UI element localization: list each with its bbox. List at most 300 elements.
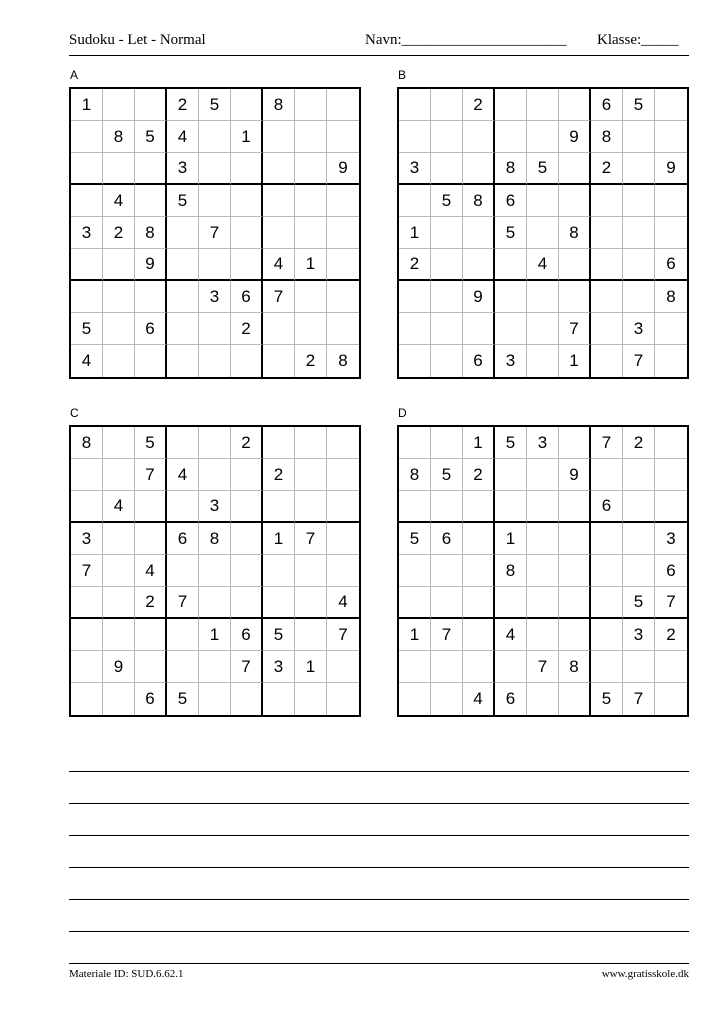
sudoku-cell [103, 523, 135, 555]
sudoku-cell [71, 491, 103, 523]
sudoku-cell [263, 555, 295, 587]
puzzle-label-a: A [70, 68, 79, 82]
sudoku-cell: 8 [655, 281, 687, 313]
sudoku-cell: 2 [399, 249, 431, 281]
sudoku-cell: 3 [623, 313, 655, 345]
sudoku-cell: 3 [527, 427, 559, 459]
sudoku-cell [655, 459, 687, 491]
sudoku-cell [135, 185, 167, 217]
sudoku-cell [263, 345, 295, 377]
sudoku-cell [623, 523, 655, 555]
sudoku-cell: 5 [71, 313, 103, 345]
sudoku-cell: 8 [71, 427, 103, 459]
sudoku-cell [295, 185, 327, 217]
sudoku-cell: 5 [167, 185, 199, 217]
writing-line [69, 931, 689, 932]
page-footer [69, 968, 689, 982]
sudoku-cell [231, 587, 263, 619]
sudoku-cell [231, 491, 263, 523]
sudoku-cell [327, 217, 359, 249]
sudoku-cell: 2 [591, 153, 623, 185]
sudoku-cell [103, 683, 135, 715]
sudoku-cell [399, 555, 431, 587]
puzzle-label-b: B [398, 68, 407, 82]
sudoku-cell [167, 555, 199, 587]
sudoku-cell: 3 [199, 491, 231, 523]
sudoku-cell: 2 [295, 345, 327, 377]
sudoku-cell: 2 [463, 89, 495, 121]
sudoku-cell [463, 587, 495, 619]
sudoku-cell [463, 121, 495, 153]
sudoku-cell: 4 [135, 555, 167, 587]
sudoku-cell [399, 683, 431, 715]
sudoku-cell [295, 555, 327, 587]
sudoku-cell: 1 [295, 249, 327, 281]
sudoku-cell: 5 [495, 217, 527, 249]
sudoku-cell: 8 [338, 351, 348, 370]
sudoku-cell [431, 249, 463, 281]
sudoku-cell [295, 619, 327, 651]
sudoku-cell [231, 153, 263, 185]
sudoku-cell [431, 153, 463, 185]
sudoku-cell [295, 281, 327, 313]
sudoku-cell [327, 555, 359, 587]
sudoku-cell: 5 [495, 427, 527, 459]
sudoku-cell [167, 281, 199, 313]
sudoku-cell: 2 [655, 619, 687, 651]
sudoku-cell [135, 153, 167, 185]
sudoku-cell: 3 [495, 345, 527, 377]
sudoku-cell [559, 619, 591, 651]
sudoku-cell [559, 491, 591, 523]
footer-divider [69, 963, 689, 964]
sudoku-cell [231, 89, 263, 121]
sudoku-cell: 3 [71, 217, 103, 249]
sudoku-cell [527, 491, 559, 523]
sudoku-cell: 5 [623, 89, 655, 121]
sudoku-cell [135, 523, 167, 555]
sudoku-cell [327, 121, 359, 153]
sudoku-cell [199, 313, 231, 345]
sudoku-cell: 2 [231, 427, 263, 459]
sudoku-cell: 4 [167, 121, 199, 153]
sudoku-cell [495, 89, 527, 121]
sudoku-cell [231, 217, 263, 249]
sudoku-cell: 5 [135, 121, 167, 153]
sudoku-cell [327, 281, 359, 313]
sudoku-grid [69, 425, 361, 717]
sudoku-cell: 3 [623, 619, 655, 651]
sudoku-cell [591, 555, 623, 587]
sudoku-cell [327, 459, 359, 491]
sudoku-cell [591, 217, 623, 249]
sudoku-cell [591, 587, 623, 619]
sudoku-cell [399, 185, 431, 217]
sudoku-cell: 7 [527, 651, 559, 683]
sudoku-cell [71, 153, 103, 185]
sudoku-cell [431, 281, 463, 313]
sudoku-cell [263, 427, 295, 459]
sudoku-cell [71, 249, 103, 281]
sudoku-grid [397, 425, 689, 717]
sudoku-cell [327, 89, 359, 121]
sudoku-cell: 9 [559, 459, 591, 491]
sudoku-cell [103, 313, 135, 345]
sudoku-cell [167, 249, 199, 281]
sudoku-cell [495, 121, 527, 153]
sudoku-cell [327, 683, 359, 715]
sudoku-cell: 5 [527, 153, 559, 185]
sudoku-cell: 8 [263, 89, 295, 121]
sudoku-cell [103, 345, 135, 377]
sudoku-cell [591, 345, 623, 377]
sudoku-cell [655, 313, 687, 345]
sudoku-cell [623, 459, 655, 491]
sudoku-cell [431, 683, 463, 715]
sudoku-cell [399, 89, 431, 121]
sudoku-cell [527, 89, 559, 121]
sudoku-cell [167, 313, 199, 345]
sudoku-cell [103, 249, 135, 281]
sudoku-cell: 1 [263, 523, 295, 555]
sudoku-cell [559, 427, 591, 459]
sudoku-cell [103, 89, 135, 121]
sudoku-cell [263, 683, 295, 715]
sudoku-cell: 8 [591, 121, 623, 153]
sudoku-cell: 7 [623, 683, 655, 715]
puzzle-label-c: C [70, 406, 79, 420]
sudoku-cell: 1 [559, 345, 591, 377]
writing-line [69, 803, 689, 804]
sudoku-cell [559, 89, 591, 121]
sudoku-cell [399, 281, 431, 313]
sudoku-cell: 6 [495, 185, 527, 217]
sudoku-cell [263, 313, 295, 345]
sudoku-cell: 1 [399, 217, 431, 249]
sudoku-cell: 4 [463, 683, 495, 715]
sudoku-cell [591, 249, 623, 281]
sudoku-cell [231, 555, 263, 587]
sudoku-cell [559, 249, 591, 281]
sudoku-cell [295, 683, 327, 715]
sudoku-cell [167, 619, 199, 651]
sudoku-cell: 5 [591, 683, 623, 715]
sudoku-cell: 1 [199, 619, 231, 651]
sudoku-cell: 2 [103, 217, 135, 249]
sudoku-cell [559, 523, 591, 555]
sudoku-cell [71, 587, 103, 619]
sudoku-puzzle-b [397, 87, 689, 379]
sudoku-cell [135, 345, 167, 377]
sudoku-cell [327, 313, 359, 345]
sudoku-cell: 8 [103, 121, 135, 153]
sudoku-cell: 7 [263, 281, 295, 313]
sudoku-cell [431, 121, 463, 153]
sudoku-cell [167, 345, 199, 377]
sudoku-cell [527, 121, 559, 153]
sudoku-cell [327, 651, 359, 683]
sudoku-cell [263, 587, 295, 619]
sudoku-cell [527, 619, 559, 651]
sudoku-cell: 7 [199, 217, 231, 249]
sudoku-cell [167, 651, 199, 683]
sudoku-cell [527, 185, 559, 217]
sudoku-cell [263, 121, 295, 153]
sudoku-cell [431, 345, 463, 377]
sudoku-cell [263, 217, 295, 249]
sudoku-cell [327, 523, 359, 555]
sudoku-grid [69, 87, 361, 379]
sudoku-cell [199, 185, 231, 217]
sudoku-cell [103, 153, 135, 185]
sudoku-cell [495, 651, 527, 683]
sudoku-cell: 6 [431, 523, 463, 555]
sudoku-cell [463, 217, 495, 249]
sudoku-cell [199, 555, 231, 587]
sudoku-cell [135, 651, 167, 683]
sudoku-cell [71, 651, 103, 683]
sudoku-grid [397, 87, 689, 379]
sudoku-cell [71, 619, 103, 651]
sudoku-cell [399, 345, 431, 377]
sudoku-cell [559, 587, 591, 619]
sudoku-cell [655, 345, 687, 377]
sudoku-cell: 8 [559, 217, 591, 249]
sudoku-cell: 4 [103, 491, 135, 523]
sudoku-cell [559, 683, 591, 715]
sudoku-cell [495, 491, 527, 523]
sudoku-cell [167, 427, 199, 459]
sudoku-cell [295, 587, 327, 619]
sudoku-cell [431, 427, 463, 459]
sudoku-cell: 7 [135, 459, 167, 491]
sudoku-cell [495, 249, 527, 281]
sudoku-cell [199, 121, 231, 153]
sudoku-cell: 4 [167, 459, 199, 491]
sudoku-cell [623, 121, 655, 153]
sudoku-cell: 4 [103, 185, 135, 217]
sudoku-cell: 7 [655, 587, 687, 619]
sudoku-cell: 5 [135, 427, 167, 459]
sudoku-cell: 3 [399, 153, 431, 185]
sudoku-cell: 3 [655, 523, 687, 555]
sudoku-cell [463, 313, 495, 345]
sudoku-cell [135, 491, 167, 523]
sudoku-cell [591, 523, 623, 555]
sudoku-cell [527, 587, 559, 619]
sudoku-cell [463, 491, 495, 523]
sudoku-cell [623, 651, 655, 683]
sudoku-cell [623, 249, 655, 281]
sudoku-cell: 5 [263, 619, 295, 651]
sudoku-cell: 9 [463, 281, 495, 313]
sudoku-puzzle-d [397, 425, 689, 717]
sudoku-cell [103, 619, 135, 651]
sudoku-cell: 3 [71, 523, 103, 555]
sudoku-cell [263, 185, 295, 217]
sudoku-cell [199, 427, 231, 459]
sudoku-cell [527, 523, 559, 555]
sudoku-cell: 3 [167, 153, 199, 185]
sudoku-cell [655, 217, 687, 249]
sudoku-cell: 8 [495, 153, 527, 185]
sudoku-cell [295, 491, 327, 523]
sudoku-cell: 3 [199, 281, 231, 313]
sudoku-cell: 2 [263, 459, 295, 491]
sudoku-cell [199, 459, 231, 491]
sudoku-cell [135, 281, 167, 313]
sudoku-cell: 6 [135, 683, 167, 715]
sudoku-cell [591, 459, 623, 491]
sudoku-cell [135, 619, 167, 651]
sudoku-cell: 6 [591, 491, 623, 523]
sudoku-cell [231, 523, 263, 555]
sudoku-cell: 5 [399, 523, 431, 555]
sudoku-cell: 7 [231, 651, 263, 683]
sudoku-cell [623, 217, 655, 249]
sudoku-cell: 8 [199, 523, 231, 555]
sudoku-cell [399, 587, 431, 619]
sudoku-cell [623, 281, 655, 313]
sudoku-cell: 5 [199, 89, 231, 121]
sudoku-cell: 3 [263, 651, 295, 683]
sudoku-cell: 5 [431, 459, 463, 491]
sudoku-cell [591, 651, 623, 683]
writing-line [69, 771, 689, 772]
sudoku-cell [199, 345, 231, 377]
sudoku-cell [655, 683, 687, 715]
sudoku-cell [463, 153, 495, 185]
sudoku-cell [655, 121, 687, 153]
sudoku-cell: 7 [623, 345, 655, 377]
sudoku-cell: 6 [655, 249, 687, 281]
sudoku-cell [327, 185, 359, 217]
sudoku-cell [591, 281, 623, 313]
sudoku-cell [655, 427, 687, 459]
sudoku-cell [463, 619, 495, 651]
sudoku-cell: 7 [591, 427, 623, 459]
sudoku-cell [527, 281, 559, 313]
sudoku-cell: 1 [71, 89, 103, 121]
writing-line [69, 899, 689, 900]
sudoku-cell: 4 [527, 249, 559, 281]
sudoku-cell: 7 [295, 523, 327, 555]
sudoku-cell [559, 281, 591, 313]
sudoku-cell [103, 555, 135, 587]
class-field: Klasse:_____ [597, 32, 679, 48]
sudoku-cell [559, 153, 591, 185]
sudoku-cell: 1 [295, 651, 327, 683]
sudoku-cell: 2 [231, 313, 263, 345]
sudoku-cell: 6 [231, 619, 263, 651]
sudoku-cell: 1 [399, 619, 431, 651]
sudoku-cell [327, 491, 359, 523]
sudoku-cell [591, 185, 623, 217]
sudoku-cell: 7 [71, 555, 103, 587]
sudoku-cell [623, 491, 655, 523]
material-id: Materiale ID: SUD.6.62.1 [69, 968, 184, 980]
sudoku-cell: 4 [327, 587, 359, 619]
sudoku-cell [231, 345, 263, 377]
sudoku-cell [295, 89, 327, 121]
sudoku-cell [135, 89, 167, 121]
sudoku-cell [231, 683, 263, 715]
page-header [69, 32, 689, 54]
sudoku-cell [623, 185, 655, 217]
sudoku-cell [431, 89, 463, 121]
sudoku-cell: 5 [623, 587, 655, 619]
sudoku-cell [431, 313, 463, 345]
sudoku-cell: 1 [231, 121, 263, 153]
sudoku-cell [199, 153, 231, 185]
sudoku-cell: 4 [495, 619, 527, 651]
sudoku-cell: 8 [463, 185, 495, 217]
sudoku-cell: 6 [231, 281, 263, 313]
sudoku-cell [495, 459, 527, 491]
writing-line [69, 835, 689, 836]
sudoku-cell [655, 185, 687, 217]
sudoku-cell [295, 121, 327, 153]
header-divider [69, 55, 689, 56]
sudoku-cell [399, 491, 431, 523]
sudoku-puzzle-c [69, 425, 361, 717]
sudoku-cell [167, 491, 199, 523]
sudoku-cell: 1 [463, 427, 495, 459]
sudoku-cell [559, 185, 591, 217]
sudoku-cell [399, 651, 431, 683]
sudoku-cell [103, 587, 135, 619]
sudoku-cell [463, 249, 495, 281]
sudoku-cell: 4 [263, 249, 295, 281]
sudoku-cell [527, 217, 559, 249]
sudoku-cell [71, 459, 103, 491]
sudoku-cell [231, 459, 263, 491]
sudoku-cell: 2 [463, 459, 495, 491]
sudoku-cell: 9 [103, 651, 135, 683]
sudoku-cell [463, 555, 495, 587]
sudoku-cell [295, 217, 327, 249]
website-url: www.gratisskole.dk [601, 968, 689, 980]
sudoku-cell [463, 651, 495, 683]
name-field: Navn:______________________ [365, 32, 567, 48]
sudoku-cell: 7 [167, 587, 199, 619]
sudoku-cell [199, 587, 231, 619]
sudoku-puzzle-a [69, 87, 361, 379]
sudoku-cell [431, 651, 463, 683]
sudoku-cell: 8 [399, 459, 431, 491]
sudoku-cell [527, 555, 559, 587]
sudoku-cell [199, 651, 231, 683]
sudoku-cell [399, 313, 431, 345]
sudoku-cell [495, 281, 527, 313]
sudoku-cell: 7 [431, 619, 463, 651]
sudoku-cell [655, 491, 687, 523]
sudoku-cell [103, 459, 135, 491]
sudoku-cell: 4 [71, 345, 103, 377]
sudoku-cell: 5 [431, 185, 463, 217]
sudoku-cell: 9 [135, 249, 167, 281]
sudoku-cell [591, 619, 623, 651]
sudoku-cell [167, 217, 199, 249]
sudoku-cell [527, 345, 559, 377]
puzzle-label-d: D [398, 406, 407, 420]
sudoku-cell [399, 121, 431, 153]
sudoku-cell [71, 683, 103, 715]
sudoku-cell [591, 313, 623, 345]
sudoku-cell: 6 [591, 89, 623, 121]
sudoku-cell [71, 281, 103, 313]
sudoku-cell: 6 [655, 555, 687, 587]
